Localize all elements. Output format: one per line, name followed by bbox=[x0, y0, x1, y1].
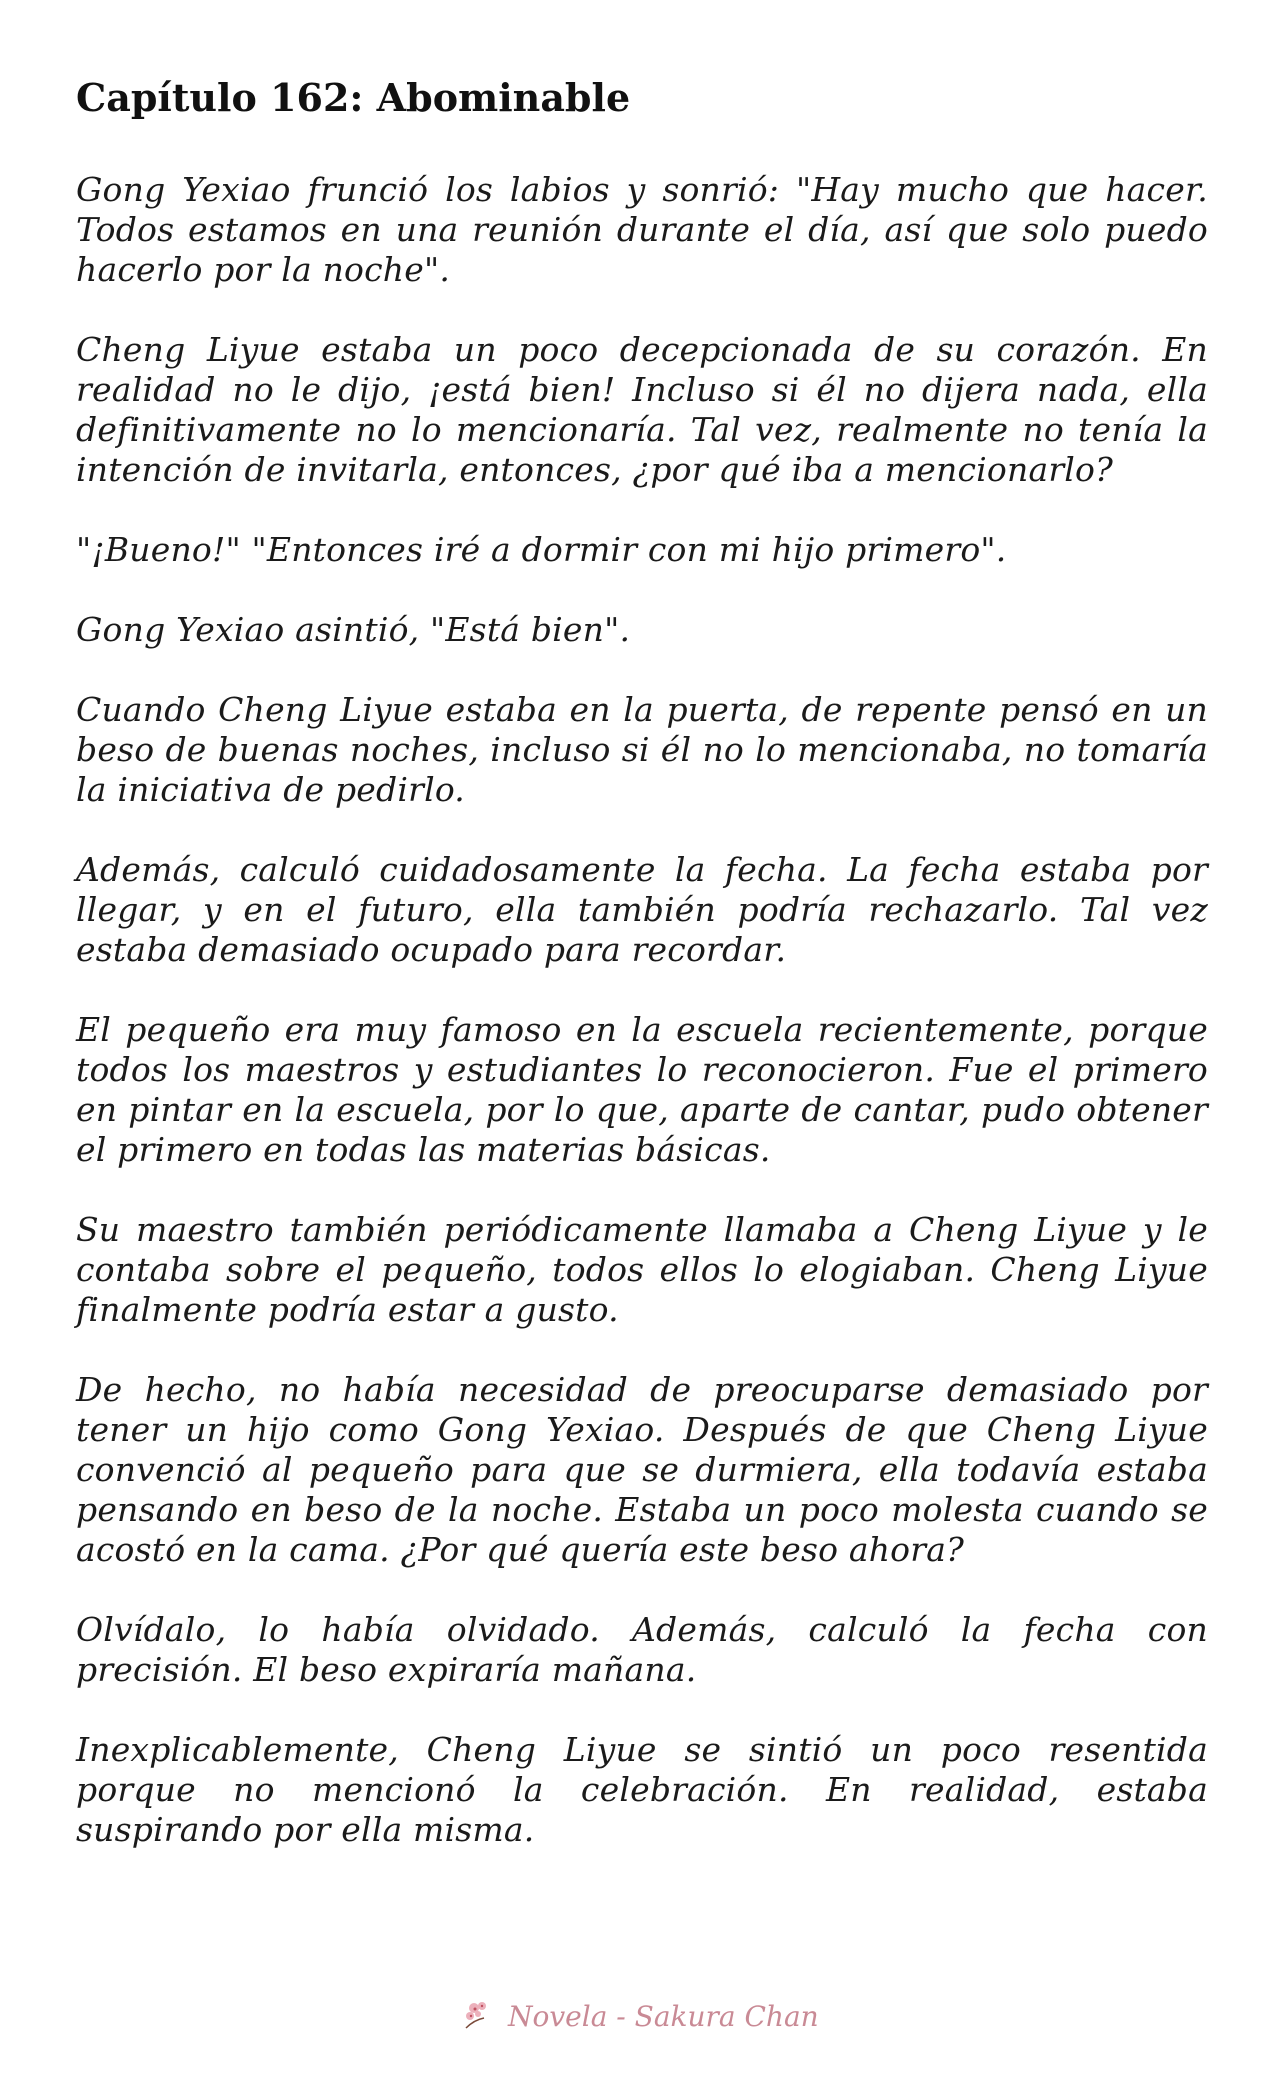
paragraph: El pequeño era muy famoso en la escuela recientemente, porque todos los maestros y estudiantes lo reconocieron. Fue el primero en pintar en la escuela, por lo que, aparte de cantar, pudo obtener el primero en todas las materias básicas. bbox=[76, 1010, 1208, 1169]
paragraph: Olvídalo, lo había olvidado. Además, calculó la fecha con precisión. El beso expiraría mañana. bbox=[76, 1610, 1208, 1689]
paragraph: Gong Yexiao asintió, "Está bien". bbox=[76, 610, 631, 649]
paragraph: Inexplicablemente, Cheng Liyue se sintió un poco resentida porque no mencionó la celebración. En realidad, estaba suspirando por ella misma. bbox=[76, 1730, 1208, 1849]
paragraph: De hecho, no había necesidad de preocuparse demasiado por tener un hijo como Gong Yexiao. Después de que Cheng Liyue convenció al pequeño para que se durmiera, ella todavía estaba pensando en beso de la noche. Estaba un poco molesta cuando se acostó en la cama. ¿Por qué quería este beso ahora? bbox=[76, 1370, 1208, 1569]
watermark-text: Novela - Sakura Chan bbox=[508, 1999, 819, 2033]
paragraph: "¡Bueno!" "Entonces iré a dormir con mi hijo primero". bbox=[76, 530, 1007, 569]
chapter-title: Capítulo 162: Abominable bbox=[76, 75, 631, 120]
chapter-body bbox=[76, 170, 1208, 1890]
paragraph: Gong Yexiao frunció los labios y sonrió: "Hay mucho que hacer. Todos estamos en una reunión durante el día, así que solo puedo hacerlo por la noche". bbox=[76, 170, 1208, 289]
paragraph: Su maestro también periódicamente llamaba a Cheng Liyue y le contaba sobre el pequeño, todos ellos lo elogiaban. Cheng Liyue finalmente podría estar a gusto. bbox=[76, 1210, 1208, 1329]
paragraph: Cheng Liyue estaba un poco decepcionada de su corazón. En realidad no le dijo, ¡está bien! Incluso si él no dijera nada, ella definitivamente no lo mencionaría. Tal vez, realmente no tenía la intención de invitarla, entonces, ¿por qué iba a mencionarlo? bbox=[76, 330, 1208, 489]
paragraph: Además, calculó cuidadosamente la fecha. La fecha estaba por llegar, y en el futuro, ella también podría rechazarlo. Tal vez estaba demasiado ocupado para recordar. bbox=[76, 850, 1208, 969]
paragraph: Cuando Cheng Liyue estaba en la puerta, de repente pensó en un beso de buenas noches, incluso si él no lo mencionaba, no tomaría la iniciativa de pedirlo. bbox=[76, 690, 1208, 809]
watermark bbox=[460, 1986, 840, 2046]
cherry-blossom-icon bbox=[460, 1996, 500, 2036]
